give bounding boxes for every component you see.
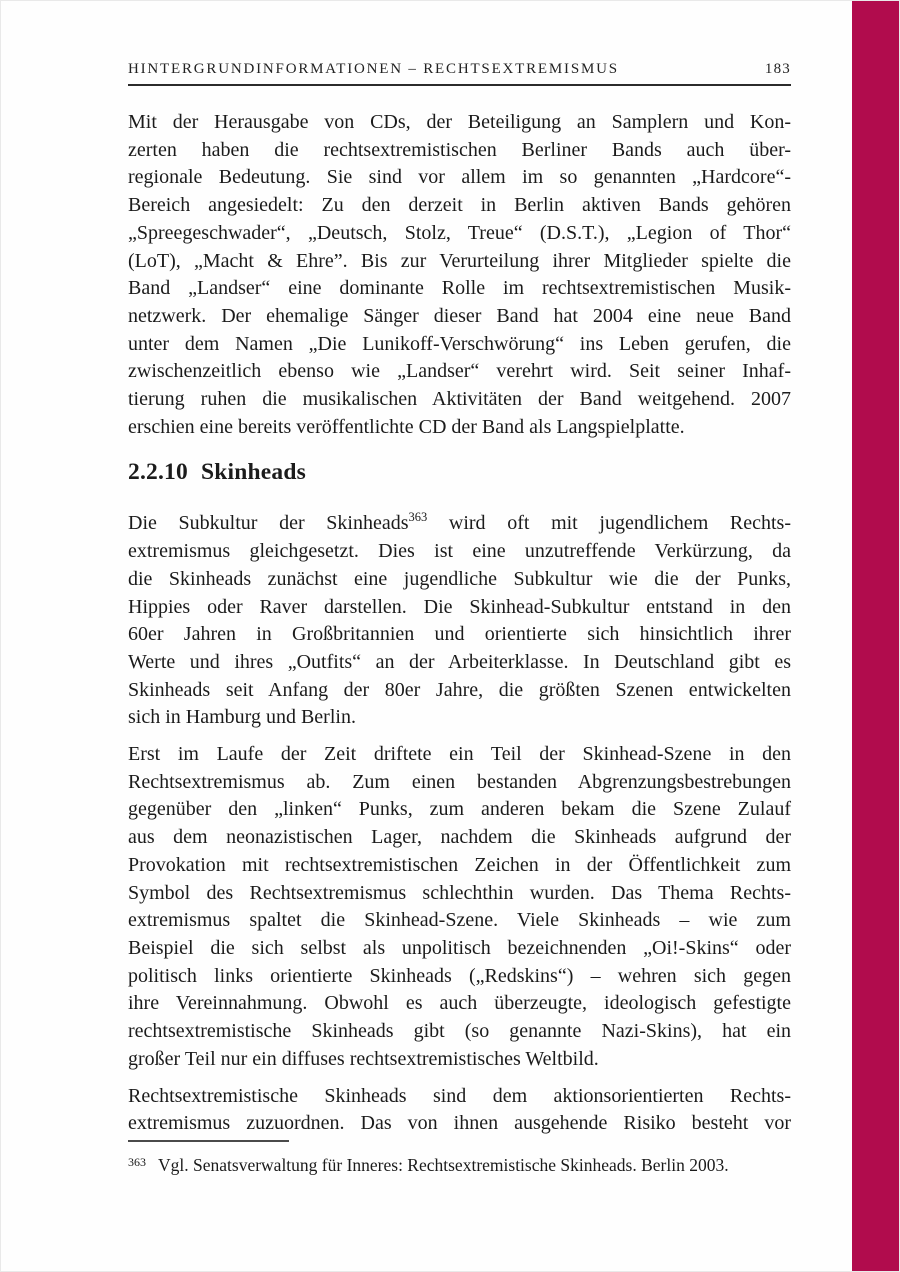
text-line: die Skinheads zunächst eine jugendliche Subkultur wie die der Punks,: [128, 567, 791, 590]
text-line: Skinheads seit Anfang der 80er Jahre, die größten Szenen entwickelten: [128, 678, 791, 701]
text-line: (LoT), „Macht & Ehre”. Bis zur Verurteilung ihrer Mitglieder spielte die: [128, 249, 791, 272]
footnote-marker: 363: [128, 1155, 146, 1169]
text-line: extremismus zuzuordnen. Das von ihnen ausgehende Risiko besteht vor: [128, 1112, 791, 1135]
text-line: Erst im Laufe der Zeit driftete ein Teil der Skinhead-Szene in den: [128, 743, 791, 766]
text-line: netzwerk. Der ehemalige Sänger dieser Band hat 2004 eine neue Band: [128, 304, 791, 327]
footnote: [128, 1154, 791, 1176]
paragraph: [128, 732, 791, 1073]
text-line: regionale Bedeutung. Sie sind vor allem im so genannten „Hardcore“-: [128, 166, 791, 189]
footnote-text: Vgl. Senatsverwaltung für Inneres: Rechtsextremistische Skinheads. Berlin 2003.: [158, 1155, 729, 1175]
text-line: gegenüber den „linken“ Punks, zum anderen bekam die Szene Zulauf: [128, 798, 791, 821]
section-title: Skinheads: [200, 459, 306, 486]
paragraph: [128, 1074, 791, 1138]
text-line: tierung ruhen die musikalischen Aktivitäten der Band weitgehend. 2007: [128, 388, 791, 411]
text-line: extremismus gleichgesetzt. Dies ist eine unzutreffende Verkürzung, da: [128, 540, 791, 563]
footnote-reference: 363: [408, 510, 428, 525]
text-line: großer Teil nur ein diffuses rechtsextremistisches Weltbild.: [128, 1047, 599, 1070]
text-line: extremismus spaltet die Skinhead-Szene. Viele Skinheads – wie zum: [128, 909, 791, 932]
text-line: zerten haben die rechtsextremistischen Berliner Bands auch über-: [128, 138, 791, 161]
page-edge-accent-bar: [852, 1, 899, 1271]
section-number: 2.2.10: [128, 459, 188, 486]
text-line: Symbol des Rechtsextremismus schlechthin wurden. Das Thema Rechts-: [128, 881, 791, 904]
header-title: HINTERGRUNDINFORMATIONEN – RECHTSEXTREMISMUS: [128, 61, 619, 77]
text-line: Werte und ihres „Outfits“ an der Arbeiterklasse. In Deutschland gibt es: [128, 650, 791, 673]
text-line: erschien eine bereits veröffentlichte CD der Band als Langspielplatte.: [128, 415, 685, 438]
text-line: Hippies oder Raver darstellen. Die Skinhead-Subkultur entstand in den: [128, 595, 791, 618]
running-header: [128, 61, 791, 86]
text-line: sich in Hamburg und Berlin.: [128, 706, 356, 729]
text-line: Band „Landser“ eine dominante Rolle im rechtsextremistischen Musik-: [128, 277, 791, 300]
text-line: aus dem neonazistischen Lager, nachdem die Skinheads aufgrund der: [128, 826, 791, 849]
text-line: rechtsextremistische Skinheads gibt (so genannte Nazi-Skins), hat ein: [128, 1020, 791, 1043]
text-line: Bereich angesiedelt: Zu den derzeit in Berlin aktiven Bands gehören: [128, 194, 791, 217]
footnote-separator: [128, 1140, 289, 1142]
footnote-block: [128, 1140, 791, 1176]
text-line: „Spreegeschwader“, „Deutsch, Stolz, Treue“ (D.S.T.), „Legion of Thor“: [128, 221, 791, 244]
text-line: politisch links orientierte Skinheads („Redskins“) – wehren sich gegen: [128, 964, 791, 987]
text-line: 60er Jahren in Großbritannien und orientierte sich hinsichtlich ihrer: [128, 623, 791, 646]
text-line: Rechtsextremistische Skinheads sind dem aktionsorientierten Rechts-: [128, 1084, 791, 1107]
paragraph: [128, 501, 791, 732]
text-line: unter dem Namen „Die Lunikoff-Verschwörung“ ins Leben gerufen, die: [128, 332, 791, 355]
paragraph: [128, 109, 791, 441]
text-line: Mit der Herausgabe von CDs, der Beteiligung an Samplern und Kon-: [128, 111, 791, 133]
page-number: 183: [764, 61, 791, 77]
text-line: Die Subkultur der Skinheads$^{363}$ wird oft mit jugendlichem Rechts-: [128, 510, 791, 535]
text-line: Rechtsextremismus ab. Zum einen bestanden Abgrenzungsbestrebungen: [128, 770, 791, 793]
text-line: zwischenzeitlich ebenso wie „Landser“ verehrt wird. Seit seiner Inhaf-: [128, 360, 791, 383]
text-line: Provokation mit rechtsextremistischen Zeichen in der Öffentlichkeit zum: [128, 853, 791, 876]
body-text: [128, 109, 791, 1138]
section-heading: [128, 441, 791, 487]
text-line: Beispiel die sich selbst als unpolitisch bezeichnenden „Oi!-Skins“ oder: [128, 936, 791, 959]
text-line: ihre Vereinnahmung. Obwohl es auch überzeugte, ideologisch gefestigte: [128, 992, 791, 1015]
